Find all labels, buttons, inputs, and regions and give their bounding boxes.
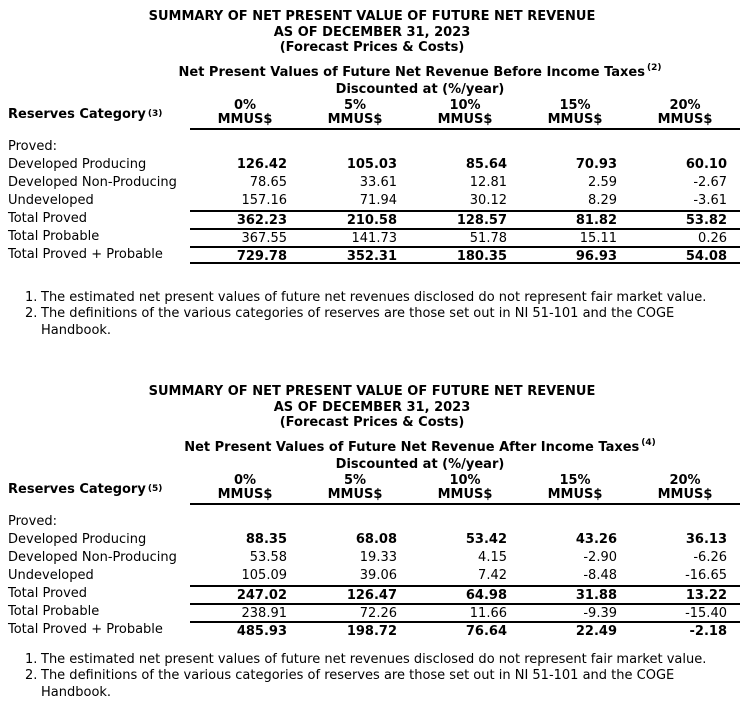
reserves-category-header: Reserves Category (3)	[8, 106, 163, 122]
footnote-item	[25, 652, 744, 669]
table-row	[0, 567, 744, 585]
column-unit: MMUS$	[217, 111, 273, 127]
column-pct: 0%	[233, 97, 257, 113]
value-cell: 53.82	[685, 212, 727, 228]
value-cell: 2.59	[588, 174, 617, 190]
value-cell: 60.10	[685, 156, 727, 172]
row-label: Developed Producing	[8, 156, 147, 172]
footnotes	[0, 652, 744, 702]
column-header	[520, 99, 630, 127]
value-cell: 352.31	[346, 248, 397, 264]
value-cell: 53.42	[465, 531, 507, 547]
table-subtitle	[0, 65, 744, 80]
column-unit: MMUS$	[657, 111, 713, 127]
table-row	[0, 138, 744, 156]
value-cell: 12.81	[469, 174, 507, 190]
row-values	[190, 549, 740, 567]
value-cell: 157.16	[241, 192, 287, 208]
row-label: Proved:	[8, 513, 57, 529]
value-cell: 76.64	[465, 623, 507, 639]
value-cell: -8.48	[583, 567, 617, 583]
column-pct: 15%	[559, 97, 591, 113]
value-cell: 126.47	[346, 587, 397, 603]
table-row	[0, 156, 744, 174]
value-cell: 362.23	[236, 212, 287, 228]
footnote-line: Handbook.	[41, 684, 112, 700]
column-header	[190, 474, 300, 502]
row-values	[190, 192, 740, 210]
value-cell: 0.26	[698, 230, 727, 246]
column-unit: MMUS$	[657, 486, 713, 502]
value-cell: 54.08	[685, 248, 727, 264]
row-label: Undeveloped	[8, 192, 94, 208]
row-label: Total Probable	[8, 228, 100, 244]
subtitle-text: Net Present Values of Future Net Revenue After Income Taxes	[184, 439, 640, 455]
column-header	[630, 99, 740, 127]
value-cell: 729.78	[236, 248, 287, 264]
value-cell: 105.09	[241, 567, 287, 583]
column-pct: 10%	[449, 97, 481, 113]
footnote-item	[25, 306, 744, 339]
value-cell: 367.55	[241, 230, 287, 246]
value-cell: 198.72	[346, 623, 397, 639]
column-unit: MMUS$	[327, 486, 383, 502]
table-row	[0, 585, 744, 603]
value-cell: 247.02	[236, 587, 287, 603]
value-cell: -2.18	[689, 623, 727, 639]
column-header	[630, 474, 740, 502]
value-cell: 180.35	[456, 248, 507, 264]
column-header	[300, 474, 410, 502]
column-pct: 15%	[559, 472, 591, 488]
value-cell: 33.61	[359, 174, 397, 190]
value-cell: -6.26	[693, 549, 727, 565]
column-unit: MMUS$	[437, 111, 493, 127]
column-unit: MMUS$	[547, 111, 603, 127]
row-label: Developed Non-Producing	[8, 174, 177, 190]
value-cell: 7.42	[478, 567, 507, 583]
value-cell: -16.65	[685, 567, 727, 583]
title-line: (Forecast Prices & Costs)	[279, 415, 465, 430]
value-cell: 485.93	[236, 623, 287, 639]
value-cell: 238.91	[241, 605, 287, 621]
table-row	[0, 621, 744, 639]
footnote-item	[25, 668, 744, 701]
value-cell: 105.03	[346, 156, 397, 172]
value-cell: 96.93	[575, 248, 617, 264]
value-cell: 53.58	[249, 549, 287, 565]
table-row	[0, 174, 744, 192]
row-label: Proved:	[8, 138, 57, 154]
value-cell: 15.11	[579, 230, 617, 246]
column-pct: 20%	[669, 472, 701, 488]
footnote-line: Handbook.	[41, 322, 112, 338]
table-subtitle	[0, 440, 744, 455]
title-line: (Forecast Prices & Costs)	[279, 40, 465, 55]
footnote-line: The definitions of the various categories of reserves are those set out in NI 51-101 and the COGE	[41, 306, 675, 321]
value-cell: -15.40	[685, 605, 727, 621]
table-header-row	[0, 474, 744, 505]
reserves-category-label: Reserves Category	[8, 106, 146, 122]
column-unit: MMUS$	[437, 486, 493, 502]
value-cell: 22.49	[575, 623, 617, 639]
column-unit: MMUS$	[547, 486, 603, 502]
value-cell: 31.88	[575, 587, 617, 603]
value-cell: 81.82	[575, 212, 617, 228]
row-label: Developed Producing	[8, 531, 147, 547]
title-block	[0, 384, 744, 431]
footnote-line: The definitions of the various categories of reserves are those set out in NI 51-101 and the COGE	[41, 668, 675, 683]
column-headers	[190, 474, 740, 505]
value-cell: -2.67	[693, 174, 727, 190]
row-values	[190, 603, 740, 621]
reserves-category-header: Reserves Category (5)	[8, 481, 163, 497]
footnote-number: 1.	[25, 289, 38, 305]
row-label: Total Proved	[8, 210, 88, 226]
row-values	[190, 138, 740, 156]
subtitle-footnote-ref: (2)	[646, 63, 662, 74]
footnote-text	[41, 668, 674, 701]
value-cell: 43.26	[575, 531, 617, 547]
footnote-text	[41, 652, 706, 669]
column-header	[300, 99, 410, 127]
title-block	[0, 9, 744, 56]
value-cell: 88.35	[245, 531, 287, 547]
row-values	[190, 228, 740, 246]
footnote-line: The estimated net present values of future net revenues disclosed do not represent fair market value.	[41, 289, 707, 305]
footnote-number: 2.	[25, 668, 38, 683]
value-cell: 68.08	[355, 531, 397, 547]
value-cell: 126.42	[236, 156, 287, 172]
value-cell: 30.12	[469, 192, 507, 208]
column-header	[410, 99, 520, 127]
row-label: Undeveloped	[8, 567, 94, 583]
column-pct: 20%	[669, 97, 701, 113]
row-label: Total Proved + Probable	[8, 246, 163, 262]
value-cell: 72.26	[359, 605, 397, 621]
column-header	[410, 474, 520, 502]
column-unit: MMUS$	[327, 111, 383, 127]
value-cell: 8.29	[588, 192, 617, 208]
row-values	[190, 621, 740, 639]
title-line: AS OF DECEMBER 31, 2023	[273, 399, 471, 415]
value-cell: 51.78	[469, 230, 507, 246]
value-cell: 128.57	[456, 212, 507, 228]
table-row	[0, 549, 744, 567]
subtitle-text: Net Present Values of Future Net Revenue Before Income Taxes	[178, 64, 645, 80]
table-row	[0, 210, 744, 228]
table-row	[0, 603, 744, 621]
row-values	[190, 174, 740, 192]
reserves-category-label: Reserves Category	[8, 481, 146, 497]
column-pct: 5%	[343, 97, 367, 113]
row-values	[190, 567, 740, 585]
value-cell: -9.39	[583, 605, 617, 621]
footnote-number: 2.	[25, 306, 38, 321]
table-row	[0, 246, 744, 264]
title-line: AS OF DECEMBER 31, 2023	[273, 24, 471, 40]
title-line: SUMMARY OF NET PRESENT VALUE OF FUTURE NET REVENUE	[148, 384, 596, 399]
row-label: Total Probable	[8, 603, 100, 619]
row-values	[190, 585, 740, 603]
value-cell: 36.13	[685, 531, 727, 547]
value-cell: 210.58	[346, 212, 397, 228]
row-values	[190, 156, 740, 174]
column-pct: 0%	[233, 472, 257, 488]
table-header-row	[0, 99, 744, 130]
section-after-tax	[0, 375, 744, 701]
row-values	[190, 246, 740, 264]
value-cell: 39.06	[359, 567, 397, 583]
title-line: SUMMARY OF NET PRESENT VALUE OF FUTURE NET REVENUE	[148, 9, 596, 24]
column-pct: 10%	[449, 472, 481, 488]
footnote-text	[41, 290, 706, 307]
footnote-text	[41, 306, 674, 339]
value-cell: -2.90	[583, 549, 617, 565]
discount-label: Discounted at (%/year)	[335, 456, 505, 472]
value-cell: -3.61	[693, 192, 727, 208]
footnotes	[0, 290, 744, 340]
row-label: Total Proved + Probable	[8, 621, 163, 637]
row-values	[190, 513, 740, 531]
section-before-tax	[0, 0, 744, 339]
subtitle-footnote-ref: (4)	[641, 438, 656, 449]
table-body	[0, 513, 744, 639]
footnote-line: The estimated net present values of future net revenues disclosed do not represent fair market value.	[41, 651, 707, 667]
row-label: Total Proved	[8, 585, 88, 601]
footnote-number: 1.	[25, 651, 38, 667]
column-headers	[190, 99, 740, 130]
value-cell: 64.98	[465, 587, 507, 603]
row-values	[190, 531, 740, 549]
value-cell: 4.15	[478, 549, 507, 565]
value-cell: 19.33	[359, 549, 397, 565]
table-row	[0, 531, 744, 549]
table-row	[0, 513, 744, 531]
column-pct: 5%	[343, 472, 367, 488]
value-cell: 13.22	[685, 587, 727, 603]
footnote-item	[25, 290, 744, 307]
discount-label: Discounted at (%/year)	[335, 81, 505, 97]
value-cell: 85.64	[465, 156, 507, 172]
table-row	[0, 228, 744, 246]
row-values	[190, 210, 740, 228]
column-header	[520, 474, 630, 502]
table-body	[0, 138, 744, 264]
value-cell: 141.73	[351, 230, 397, 246]
value-cell: 78.65	[249, 174, 287, 190]
column-unit: MMUS$	[217, 486, 273, 502]
value-cell: 11.66	[469, 605, 507, 621]
value-cell: 70.93	[575, 156, 617, 172]
table-row	[0, 192, 744, 210]
column-header	[190, 99, 300, 127]
row-label: Developed Non-Producing	[8, 549, 177, 565]
value-cell: 71.94	[359, 192, 397, 208]
